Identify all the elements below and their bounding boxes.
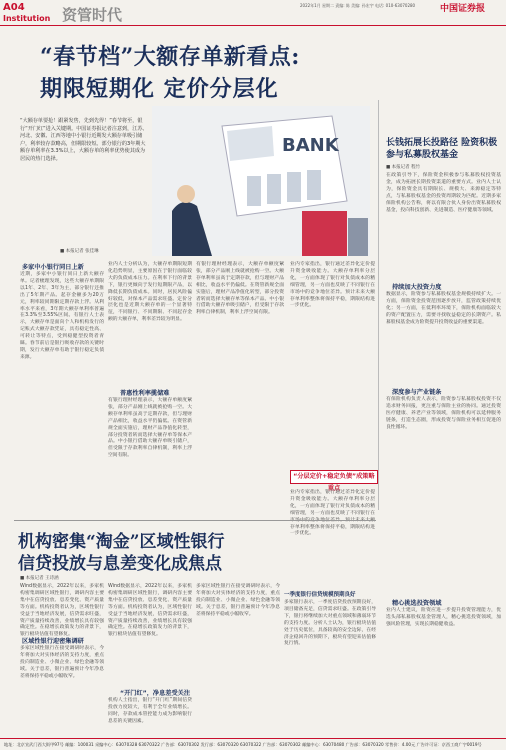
article2-col-4: 多家银行表示，一季度信贷投放预期良好，项目储备充足，信贷需求旺盛。在政策引导下，银行将继续加大对重点领域和薄弱环节的支持力度。分析人士认为，银行板块估值处于历史低位，具备较高的安全边际，在经济企稳回升的预期下，板块有望迎来估值修复行情。 (284, 600, 376, 647)
second-headline-line2: 信贷投放与息差变化成焦点 (18, 554, 222, 574)
right-para-2: 数据显示，险资参与私募股权基金规模持续扩大。一方面，保险资金投资范围逐步放开，监管政策持续优化；另一方面，在低利率环境下，保险机构面临较大的资产配置压力，需要寻找收益稳定的长期资产。私募股权基金成为险资提升投资收益的重要渠道。 (386, 292, 501, 325)
section-divider (14, 520, 376, 521)
second-byline: ■ 本报记者 王诗涵 (20, 576, 59, 581)
lede-byline: ■ 本报记者 张佳琳 (60, 249, 99, 254)
article-col-1: 近期，多家中小银行同日上新大额存单。记者梳理发现，这些大额存单期限以1年、2年、3年为主，部分银行还推出了5年期产品。起存金额多为20万元，利率较同期限定期存款上浮。从利率水平来看，3年期大额存单利率普遍在3.3%至3.55%区间。有银行人士表示，大额存单是面向个人和机构发行的记账式大额存款凭证，具有稳定性高、可转让等特点，受到稳健型投资者青睐。春节前后是银行吸收存款的关键时期，发行大额存单有助于银行稳定负债来源。 (20, 272, 104, 360)
section-label: Institution (3, 14, 51, 23)
page-number: A04 (3, 2, 25, 13)
right-byline: ■ 本报记者 程竹 (386, 165, 421, 170)
second-headline-line1: 机构密集“淘金”区域性银行 (18, 532, 225, 552)
page-footer: 地址：北京宣武门西大街甲97号 邮编：100031 采编中心：63070328 63070322 广告部：63070302 发行部：63070320 63070322 广告部：63070302 邮编中心：63070480 广告部：63070320 零售价：4.00元 广告许可证：京西工商广字0019号 (0, 738, 506, 750)
article2-sub-2: “开门红”，净息差受关注 (120, 690, 191, 697)
main-headline-line2: 期限短期化 定价分层化 (40, 76, 279, 102)
sub-heading-1: 多家中小银行同日上新 (22, 264, 84, 271)
right-para-4: 业内人士建议，险资应进一步提升投资管理能力，优选头部私募股权基金管理人，精心挑选投资领域，加强风险管理，实现长期稳健收益。 (386, 608, 501, 627)
header-meta: 2022年1月 星期二 责编: 陈 美编: 孙宏宇 电话: 010-63070280 (300, 3, 416, 8)
right-sub-2: 深度参与产业链条 (392, 389, 442, 396)
article2-sub-3: 一季度银行信贷规模预期良好 (284, 592, 356, 598)
article2-sub-1: 区域性银行迎密集调研 (22, 638, 84, 645)
column-rule (378, 100, 379, 510)
article-col-4b: 业内专家指出，银行通过差异化定价提升资金吸收能力。大额存单利率分层化，一方面体现了银行对负债成本的精细管理，另一方面也反映了不同银行在 存单利率整体将保持平稳，期限结构进一步优化。 (290, 490, 375, 537)
newspaper-logo: 中国证券报 (440, 4, 486, 14)
right-sub-3: 精心挑选投资领域 (392, 600, 442, 607)
sub-heading-2: 普惠性利率揽储难 (120, 390, 170, 397)
right-para-1: 在政策引导下，保险资金积极参与私募股权投资基金，成为拓展长期投资渠道的重要方式。业内人士认为，保险资金具有期限长、规模大、来源稳定等特点，与私募股权基金的投资周期较为匹配。近期多家保险机构公告称，将以有限合伙人身份出资私募股权基金，投向科技创新、先进制造、医疗健康等领域。 (386, 173, 501, 213)
page-header (0, 0, 506, 26)
right-para-3: 有保险机构负责人表示，险资参与私募股权投资不仅追求财务回报，更注重与保险主业的协同。通过投资医疗健康、养老产业等领域，保险机构可以延伸服务链条，打造生态圈，形成投资与保险业务相互促进的良性循环。 (386, 397, 501, 430)
bank-sign: BANK (282, 135, 339, 156)
bank-illustration (152, 106, 370, 256)
article-col-4: 业内专家指出，银行通过差异化定价提升资金吸收能力。大额存单利率分层化，一方面体现了银行对负债成本的精细管理，另一方面也反映了不同银行在市场中的竞争地位差异。预计未来大额存单利率整体将保持平稳，期限结构进一步优化。 (290, 262, 375, 309)
article2-col-3: 多家区域性银行在接受调研时表示，今年将加大对实体经济的支持力度，重点投向制造业、小微企业、绿色金融等领域。关于息差，银行普遍预计今年净息差将保持平稳或小幅收窄。 (196, 584, 280, 617)
callout-box: “分层定价+稳定负债”成策略重点 (290, 470, 378, 484)
right-sub-1: 持续加大投资力度 (392, 284, 442, 291)
right-headline: 长钱拓展长投路径 险资积极参与私募股权基金 (386, 138, 498, 160)
header-rule (0, 25, 506, 26)
article2-col-2b: 机构人士指出，银行“开门红”期间信贷投放力度较大，有利于全年业绩增长。同时，存款成本管控能力成为影响银行息差的关键因素。 (108, 698, 192, 724)
lede-paragraph: “大额存单要抢！跟紧发售，先到先得！”春节将至，银行“开门红”进入关键期。中国证券报记者注意到，江苏、河北、安徽、江西等地中小银行近期发大额存单吸引储户，利率较存款略高，但期限较短。部分银行的3年期大额存单利率在3.3%以上，大额存单的利率优势使其成为居民的热门选择。 (20, 118, 148, 162)
column-title: 资管时代 (62, 6, 123, 24)
article-col-2b: 有银行理财经理表示，大额存单额度紧张，部分产品刚上线就被抢购一空。大额存单利率虽高于定期存款，但与理财产品相比，收益水平仍偏低。在资管新规全面实施后，理财产品净值化转型，部分投资者转而选择大额存单等保本产品。中小银行借助大额存单吸引储户，但受限于存款利率自律机制，利率上浮空间有限。 (108, 398, 192, 459)
article-col-2: 业内人士分析认为，大额存单期限短期化趋势明显，主要原因在于银行面临较大的负债成本压力。在利率下行的背景下，银行更倾向于发行短期限产品，以降低长期负债成本。同时，居民风险偏好较低，对保本产品需求旺盛。定价分层化也是近期大额存单的一个显著特征，不同银行、不同期限、不同起存金额的大额存单，利率差异较为明显。 (108, 262, 192, 323)
main-headline-line1: “春节档”大额存单新看点: (40, 44, 300, 70)
article2-col-1b: 多家区域性银行在接受调研时表示，今年将加大对实体经济的支持力度，重点投向制造业、小微企业、绿色金融等领域。关于息差，银行普遍预计今年净息差将保持平稳或小幅收窄。 (20, 646, 104, 679)
article-col-3: 有银行理财经理表示，大额存单额度紧张，部分产品刚上线就被抢购一空。大额存单利率虽高于定期存款，但与理财产品相比，收益水平仍偏低。在资管新规全面实施后，理财产品净值化转型，部分投资者转而选择大额存单等保本产品。中小银行借助大额存单吸引储户，但受限于存款利率自律机制，利率上浮空间有限。 (196, 262, 284, 316)
article2-col-1: Wind数据显示，2022年以来，多家机构密集调研区域性银行，调研内容主要集中在信贷投放、息差变化、资产质量等方面。机构投资者认为，区域性银行受益于当地经济发展，信贷需求旺盛，资产质量持续改善，业绩增长具有较强确定性。在稳增长政策发力的背景下，银行板块估值有望修复。 (20, 584, 104, 638)
article2-col-2: Wind数据显示，2022年以来，多家机构密集调研区域性银行，调研内容主要集中在信贷投放、息差变化、资产质量等方面。机构投资者认为，区域性银行受益于当地经济发展，信贷需求旺盛，资产质量持续改善，业绩增长具有较强确定性。在稳增长政策发力的背景下，银行板块估值有望修复。 (108, 584, 192, 638)
